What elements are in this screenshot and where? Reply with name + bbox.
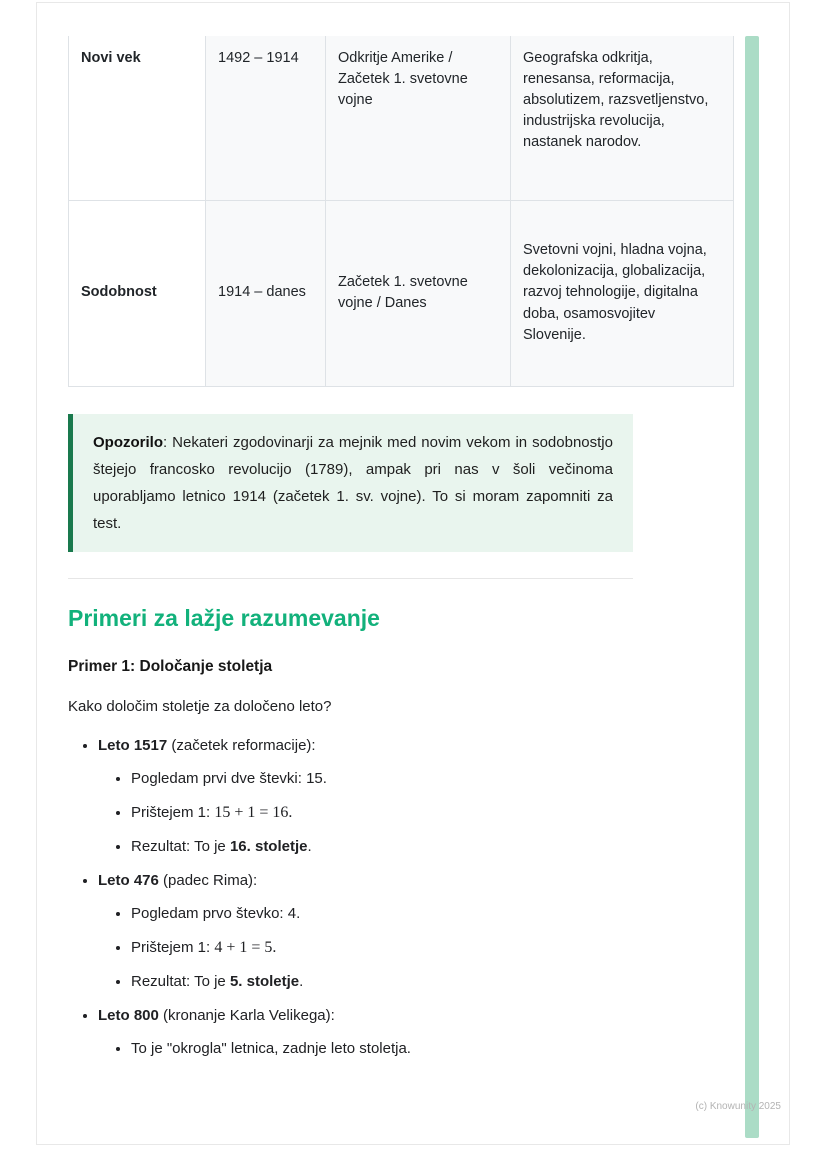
callout-label: Opozorilo <box>93 433 163 451</box>
document-page <box>36 2 790 1145</box>
step-text: Pogledam prvi dve števki: 15. <box>131 769 327 787</box>
section-divider <box>68 578 633 579</box>
step-text: . <box>307 837 312 855</box>
example-heading: Primer 1: Določanje stoletja <box>68 657 273 675</box>
list-item <box>131 1040 633 1058</box>
warning-callout <box>68 414 633 552</box>
features-cell: Geografska odkritja, renesansa, reformacija, absolutizem, razsvetljenstvo, industrijska revolucija, nastanek narodov. <box>511 36 734 200</box>
example-steps-list <box>98 905 633 991</box>
document-content <box>37 3 709 1058</box>
step-text: Rezultat: To je <box>131 972 230 990</box>
list-item <box>131 905 633 923</box>
step-bold: 5. stoletje <box>229 972 300 990</box>
step-text: Prištejem 1: <box>131 803 215 821</box>
features-cell: Svetovni vojni, hladna vojna, dekolonizacija, globalizacija, razvoj tehnologije, digitalna doba, osamosvojitev Slovenije. <box>511 200 734 386</box>
milestones-cell: Začetek 1. svetovne vojne / Danes <box>326 200 511 386</box>
step-text: To je "okrogla" letnica, zadnje leto stoletja. <box>131 1039 411 1057</box>
watermark-text: (c) Knowunity 2025 <box>695 1101 781 1112</box>
list-item <box>131 770 633 788</box>
years-cell: 1492 – 1914 <box>206 36 326 200</box>
list-item <box>131 973 633 991</box>
step-text: Prištejem 1: <box>131 938 215 956</box>
years-cell: 1914 – danes <box>206 200 326 386</box>
historical-periods-table <box>68 36 734 387</box>
step-text: Rezultat: To je <box>131 837 230 855</box>
examples-list <box>68 737 633 1058</box>
list-item <box>131 939 633 957</box>
period-cell: Sodobnost <box>69 200 206 386</box>
example-year-note: (začetek reformacije): <box>167 736 316 754</box>
example-year-label: Leto 800 <box>98 1006 159 1024</box>
milestones-cell: Odkritje Amerike / Začetek 1. svetovne vojne <box>326 36 511 200</box>
list-item <box>131 804 633 822</box>
step-text: Pogledam prvo števko: 4. <box>131 904 301 922</box>
example-year-note: (kronanje Karla Velikega): <box>158 1006 335 1024</box>
question-text: Kako določim stoletje za določeno leto? <box>68 697 332 715</box>
list-item <box>98 872 633 991</box>
table-row <box>69 36 734 200</box>
step-text: . <box>299 972 304 990</box>
example-year-label: Leto 1517 <box>98 736 168 754</box>
example-year-note: (padec Rima): <box>158 871 258 889</box>
step-math: 4 + 1 = 5. <box>214 938 277 956</box>
step-bold: 16. stoletje <box>229 837 308 855</box>
example-year-label: Leto 476 <box>98 871 159 889</box>
step-math: 15 + 1 = 16. <box>214 803 293 821</box>
list-item <box>98 1007 633 1058</box>
period-cell: Novi vek <box>69 36 206 200</box>
example-steps-list <box>98 770 633 856</box>
list-item <box>98 737 633 856</box>
list-item <box>131 838 633 856</box>
table-row <box>69 200 734 386</box>
callout-body: : Nekateri zgodovinarji za mejnik med novim vekom in sodobnostjo štejejo francosko revolucijo (1789), ampak pri nas v šoli večinoma uporabljamo letnico 1914 (začetek 1. sv. vojne). To si moram zapomniti za test. <box>93 433 613 532</box>
scroll-indicator[interactable] <box>745 36 759 1138</box>
section-title: Primeri za lažje razumevanje <box>68 604 380 631</box>
example-steps-list <box>98 1040 633 1058</box>
